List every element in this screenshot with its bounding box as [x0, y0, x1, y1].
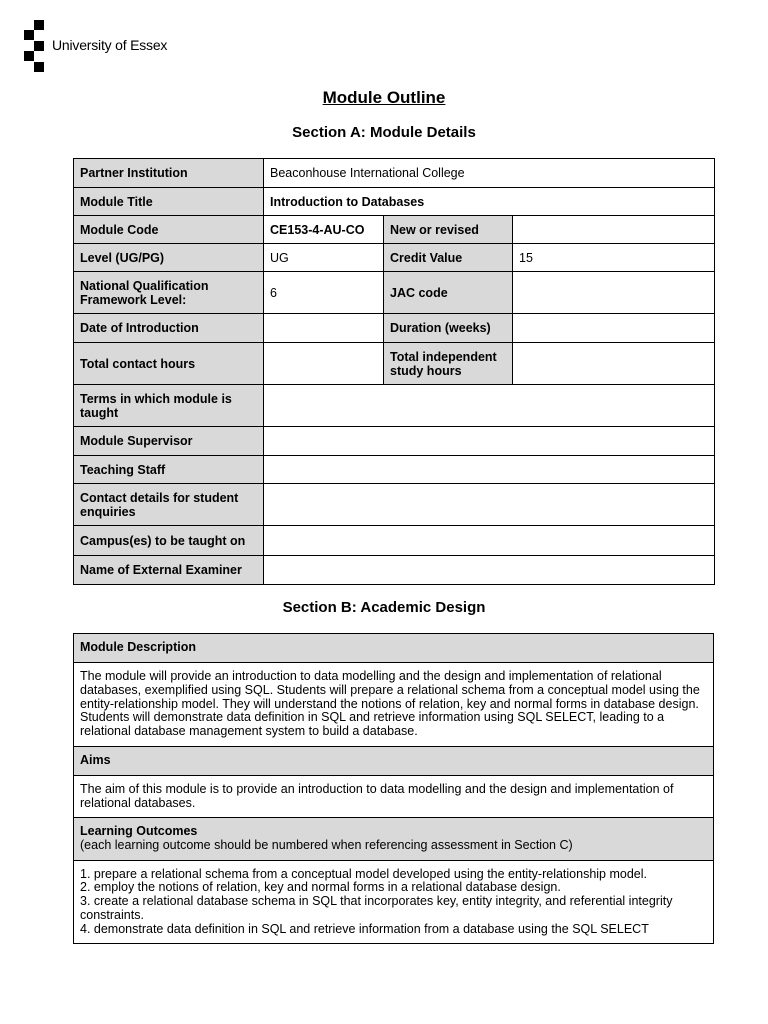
- module-title-value: Introduction to Databases: [264, 188, 715, 216]
- aims-text: The aim of this module is to provide an introduction to data modelling and the design and implementation of relational databases.: [74, 776, 714, 818]
- module-code-value: CE153-4-AU-CO: [264, 216, 384, 244]
- partner-institution-label: Partner Institution: [74, 159, 264, 188]
- module-code-label: Module Code: [74, 216, 264, 244]
- duration-value: [513, 314, 715, 343]
- logo-checker-icon: [21, 20, 45, 72]
- section-a-heading: Section A: Module Details: [292, 124, 476, 141]
- partner-institution-value: Beaconhouse International College: [264, 159, 715, 188]
- contact-details-label: Contact details for student enquiries: [74, 484, 264, 526]
- jac-code-label: JAC code: [384, 272, 513, 314]
- logo-text: University of Essex: [52, 37, 168, 53]
- date-of-introduction-label: Date of Introduction: [74, 314, 264, 343]
- module-description-text: The module will provide an introduction to data modelling and the design and implementation of relational databases, exemplified using SQL. Students will prepare a relational schema from a conceptual model using the entity-relationship model. They will understand the notions of relation, key and normal forms in database design. Students will demonstrate data definition in SQL and retrieve information using SQL SELECT, leading to a relational database management system to build a database.: [74, 663, 714, 747]
- teaching-staff-value: [264, 456, 715, 484]
- learning-outcome-item: 4. demonstrate data definition in SQL and retrieve information from a database using the SQL SELECT: [80, 921, 649, 936]
- nqf-level-value: 6: [264, 272, 384, 314]
- external-examiner-value: [264, 556, 715, 585]
- total-independent-study-hours-label: Total independent study hours: [384, 343, 513, 385]
- external-examiner-label: Name of External Examiner: [74, 556, 264, 585]
- jac-code-value: [513, 272, 715, 314]
- campuses-label: Campus(es) to be taught on: [74, 526, 264, 556]
- module-description-label: Module Description: [74, 634, 714, 663]
- module-title-label: Module Title: [74, 188, 264, 216]
- aims-label: Aims: [74, 747, 714, 776]
- date-of-introduction-value: [264, 314, 384, 343]
- campuses-value: [264, 526, 715, 556]
- module-supervisor-label: Module Supervisor: [74, 427, 264, 456]
- learning-outcome-item: 2. employ the notions of relation, key and normal forms in a relational database design.: [80, 880, 561, 895]
- university-logo: [21, 20, 201, 72]
- module-supervisor-value: [264, 427, 715, 456]
- learning-outcomes-sublabel: (each learning outcome should be numbered when referencing assessment in Section C): [80, 838, 573, 852]
- level-label: Level (UG/PG): [74, 244, 264, 272]
- credit-value-label: Credit Value: [384, 244, 513, 272]
- academic-design-table: [73, 633, 714, 944]
- learning-outcomes-header: [74, 818, 714, 861]
- module-details-table: [73, 158, 715, 585]
- total-independent-study-hours-value: [513, 343, 715, 385]
- learning-outcome-item: 1. prepare a relational schema from a conceptual model developed using the entity-relationship model.: [80, 866, 647, 881]
- terms-taught-label: Terms in which module is taught: [74, 385, 264, 427]
- new-or-revised-label: New or revised: [384, 216, 513, 244]
- total-contact-hours-value: [264, 343, 384, 385]
- contact-details-value: [264, 484, 715, 526]
- learning-outcomes-list: [74, 861, 714, 944]
- credit-value-value: 15: [513, 244, 715, 272]
- nqf-level-label: National Qualification Framework Level:: [74, 272, 264, 314]
- level-value: UG: [264, 244, 384, 272]
- section-b-heading: Section B: Academic Design: [282, 599, 486, 616]
- learning-outcome-item: 3. create a relational database schema in SQL that incorporates key, entity integrity, and referential integrity constraints.: [80, 894, 673, 922]
- duration-label: Duration (weeks): [384, 314, 513, 343]
- new-or-revised-value: [513, 216, 715, 244]
- terms-taught-value: [264, 385, 715, 427]
- teaching-staff-label: Teaching Staff: [74, 456, 264, 484]
- learning-outcomes-label: Learning Outcomes: [80, 824, 198, 839]
- page-title: Module Outline: [322, 88, 446, 107]
- total-contact-hours-label: Total contact hours: [74, 343, 264, 385]
